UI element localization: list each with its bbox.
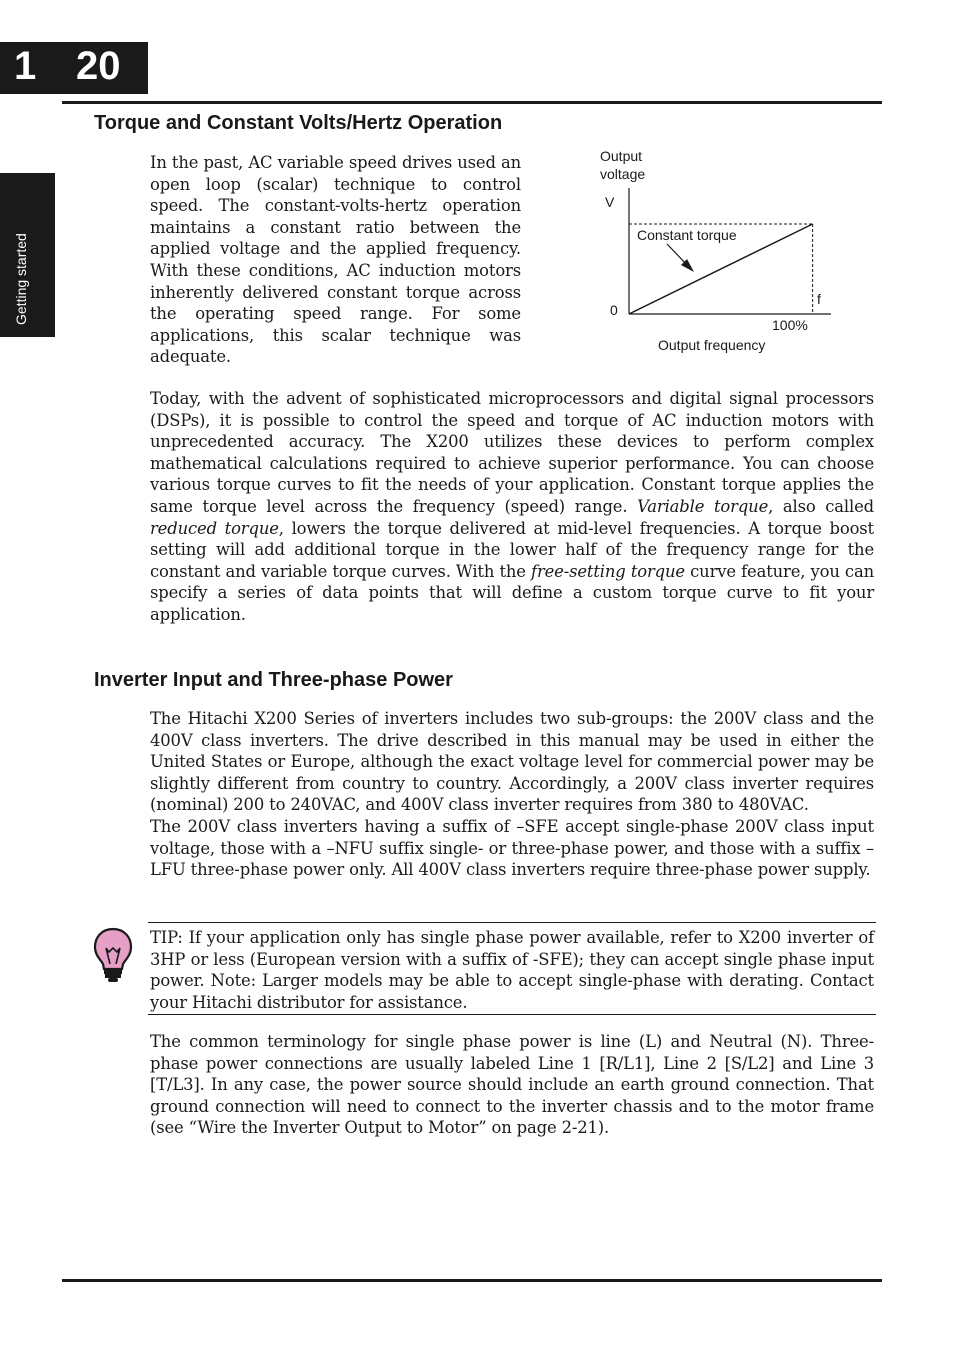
tip-bottom-rule [148, 1014, 876, 1015]
page-number-box [0, 42, 148, 94]
text-run: , lowers the torque delivered at mid-level frequencies. A torque boost setting will add additional torque in the lower half of the frequency range for the constant and variable torque curves. With the [150, 518, 874, 581]
x-axis-label: Output frequency [658, 337, 766, 353]
tip-label: TIP [150, 928, 178, 947]
text-run: Today, with the advent of sophisticated microprocessors and digital signal processors (DSPs), it is possible to control the speed and torque of AC induction motors with unprecedented accuracy. The X200 utilizes these devices to perform complex mathematical calculations required to achieve superior performance. You can choose various torque curves to fit the needs of your application. Constant torque applies the same torque level across the frequency (speed) range. [150, 389, 874, 516]
y-axis-label-line1: Output [600, 148, 643, 164]
tip-text: : If your application only has single phase power available, refer to X200 inverter of 3HP or less (European version with a suffix of -SFE); they can accept single phase input power. Note: Larger models may be able to accept single-phase with derating. Contact your Hitachi distributor for assistance. [150, 928, 874, 1012]
chapter-number: 1 [14, 44, 37, 88]
text-run: , also called [768, 496, 874, 516]
x-axis-symbol: f [817, 291, 821, 307]
tip-top-rule [148, 922, 876, 923]
y-axis-symbol: V [605, 194, 615, 210]
paragraph-torque-curves [150, 388, 874, 626]
paragraph-terminology: The common terminology for single phase power is line (L) and Neutral (N). Three-phase power connections are usually labeled Line 1 [R/L1], Line 2 [S/L2] and Line 3 [T/L3]. In any case, the power source should include an earth ground connection. That ground connection will need to connect to the inverter chassis and to the motor frame (see “Wire the Inverter Output to Motor” on page 2-21). [150, 1032, 874, 1138]
intro-paragraph: In the past, AC variable speed drives used an open loop (scalar) technique to control speed. The constant-volts-hertz operation maintains a constant ratio between the applied voltage and the applied frequency. With these conditions, AC induction motors inherently delivered constant torque across the operating speed range. For some applications, this scalar technique was adequate. [150, 153, 521, 367]
annotation-label: Constant torque [637, 227, 737, 243]
volts-hertz-chart [590, 140, 850, 365]
emphasis-variable-torque: Variable torque [637, 496, 769, 516]
y-axis-label-line2: voltage [600, 166, 646, 182]
paragraph-voltage-classes: The Hitachi X200 Series of inverters includes two sub-groups: the 200V class and the 400V class inverters. The drive described in this manual may be used in either the United States or Europe, although the exact voltage level for commercial power may be slightly different from country to country. Accordingly, a 200V class inverter requires (nominal) 200 to 240VAC, and 400V class inverter requires from 380 to 480VAC. [150, 709, 874, 815]
footer-rule [62, 1279, 882, 1282]
side-tab [0, 173, 55, 337]
x-tick-label: 100% [772, 317, 808, 333]
emphasis-reduced-torque: reduced torque [150, 518, 279, 538]
section-title-torque: Torque and Constant Volts/Hertz Operation [94, 112, 503, 134]
origin-label: 0 [610, 302, 618, 318]
tip-paragraph [150, 927, 874, 1013]
section-title-inverter-input: Inverter Input and Three-phase Power [94, 669, 453, 691]
side-tab-label: Getting started [13, 233, 29, 325]
lightbulb-icon [92, 926, 134, 984]
emphasis-free-setting-torque: free-setting torque [531, 561, 685, 581]
paragraph-suffixes: The 200V class inverters having a suffix of –SFE accept single-phase 200V class input voltage, those with a –NFU suffix single- or three-phase power, and those with a suffix –LFU three-phase power only. All 400V class inverters require three-phase power supply. [150, 817, 874, 880]
text-run: curve feature, you can specify a series of data points that will define a custom torque curve to fit your application. [150, 561, 874, 624]
header-rule [62, 101, 882, 104]
page-number: 20 [76, 44, 121, 88]
